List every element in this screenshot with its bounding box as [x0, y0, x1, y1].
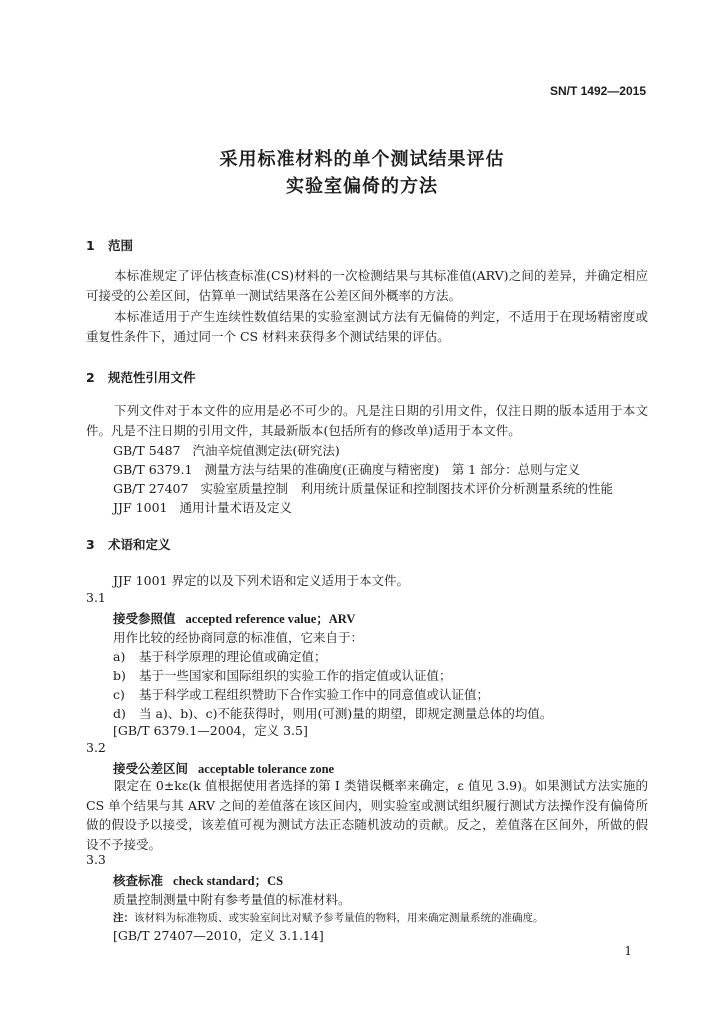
section-2-number: 2	[86, 370, 95, 385]
reference-code: GB/T 27407	[113, 481, 189, 496]
list-item	[113, 704, 552, 722]
section-1-number: 1	[86, 238, 95, 253]
page-number: 1	[624, 944, 632, 958]
note-label: 注：	[113, 912, 134, 924]
section-3-title: 术语和定义	[108, 537, 171, 552]
reference-title: 通用计量术语及定义	[179, 500, 292, 515]
list-item-text: 基于科学原理的理论值或确定值；	[139, 649, 327, 664]
section-3-number: 3	[86, 537, 95, 552]
section-1-title: 范围	[108, 238, 134, 253]
term-3-3-note	[113, 910, 544, 925]
reference-code: GB/T 5487	[113, 443, 181, 458]
document-title	[0, 146, 724, 200]
term-3-2-cn: 接受公差区间	[113, 761, 189, 776]
term-3-1-source: [GB/T 6379.1—2004，定义 3.5]	[113, 723, 308, 738]
term-3-3-source: [GB/T 27407—2010，定义 3.1.14]	[113, 928, 324, 943]
reference-code: JJF 1001	[113, 500, 168, 515]
list-item-mark: d)	[113, 706, 126, 721]
reference-item	[113, 460, 580, 478]
title-line-1: 采用标准材料的单个测试结果评估	[219, 149, 505, 170]
clause-3-2-number: 3.2	[86, 740, 106, 755]
note-text: 该材料为标准物质、或实验室间比对赋予参考量值的物料，用来确定测量系统的准确度。	[134, 912, 544, 924]
section-1-paragraph-1: 本标准规定了评估核查标准(CS)材料的一次检测结果与其标准值(ARV)之间的差异，并确定相应可接受的公差区间，估算单一测试结果落在公差区间外概率的方法。	[86, 268, 648, 303]
section-3-intro: JJF 1001 界定的以及下列术语和定义适用于本文件。	[113, 573, 409, 588]
term-3-3	[113, 871, 283, 889]
list-item-text: 基于科学或工程组织赞助下合作实验工作中的同意值或认证值；	[139, 687, 490, 702]
reference-title: 汽油辛烷值测定法(研究法)	[192, 443, 340, 458]
term-3-2-en: acceptable tolerance zone	[198, 762, 335, 776]
title-line-2: 实验室偏倚的方法	[286, 176, 438, 197]
section-1-paragraph-2: 本标准适用于产生连续性数值结果的实验室测试方法有无偏倚的判定，不适用于在现场精密度或重复性条件下，通过同一个 CS 材料来获得多个测试结果的评估。	[86, 309, 648, 344]
list-item-text: 当 a)、b)、c)不能获得时，则用(可测)量的期望，即规定测量总体的均值。	[139, 706, 553, 721]
section-2-paragraph-1: 下列文件对于本文件的应用是必不可少的。凡是注日期的引用文件，仅注日期的版本适用于本文件。凡是不注日期的引用文件，其最新版本(包括所有的修改单)适用于本文件。	[86, 403, 648, 438]
list-item	[113, 666, 452, 684]
section-2-heading	[86, 368, 196, 386]
reference-item	[113, 498, 292, 516]
list-item	[113, 647, 327, 665]
reference-item	[113, 479, 613, 497]
term-3-1-en: accepted reference value；ARV	[185, 612, 356, 626]
list-item-mark: c)	[113, 687, 125, 702]
list-item-text: 基于一些国家和国际组织的实验工作的指定值或认证值；	[139, 668, 452, 683]
term-3-2-definition: 限定在 0±kε(k 值根据使用者选择的第 Ⅰ 类错误概率来确定，ε 值见 3.9)。如果测试方法实施的 CS 单个结果与其 ARV 之间的差值落在该区间内，则实验室或测试组织履行测试方法操作没有偏倚所做的假设予以接受，该差值可视为测试方法正态随机波动的贡献。反之，差值落在区间外，所做的假设不予接受。	[86, 778, 648, 852]
section-1-heading	[86, 236, 133, 254]
term-3-3-definition: 质量控制测量中附有参考量值的标准材料。	[113, 892, 351, 907]
reference-item	[113, 441, 340, 459]
list-item-mark: b)	[113, 668, 126, 683]
term-3-3-cn: 核查标准	[113, 873, 164, 888]
term-3-1	[113, 609, 355, 627]
term-3-2	[113, 759, 334, 777]
reference-title: 测量方法与结果的准确度(正确度与精密度) 第 1 部分：总则与定义	[204, 462, 581, 477]
standard-code: SN/T 1492—2015	[549, 84, 646, 98]
list-item-mark: a)	[113, 649, 126, 664]
term-3-3-en: check standard；CS	[173, 874, 284, 888]
term-3-1-definition: 用作比较的经协商同意的标准值，它来自于：	[113, 630, 364, 645]
clause-3-1-number: 3.1	[86, 590, 106, 605]
section-3-heading	[86, 535, 171, 553]
list-item	[113, 685, 489, 703]
reference-title: 实验室质量控制 利用统计质量保证和控制图技术评价分析测量系统的性能	[200, 481, 613, 496]
clause-3-3-number: 3.3	[86, 852, 106, 867]
section-2-title: 规范性引用文件	[108, 370, 196, 385]
term-3-1-cn: 接受参照值	[113, 611, 176, 626]
reference-code: GB/T 6379.1	[113, 462, 193, 477]
